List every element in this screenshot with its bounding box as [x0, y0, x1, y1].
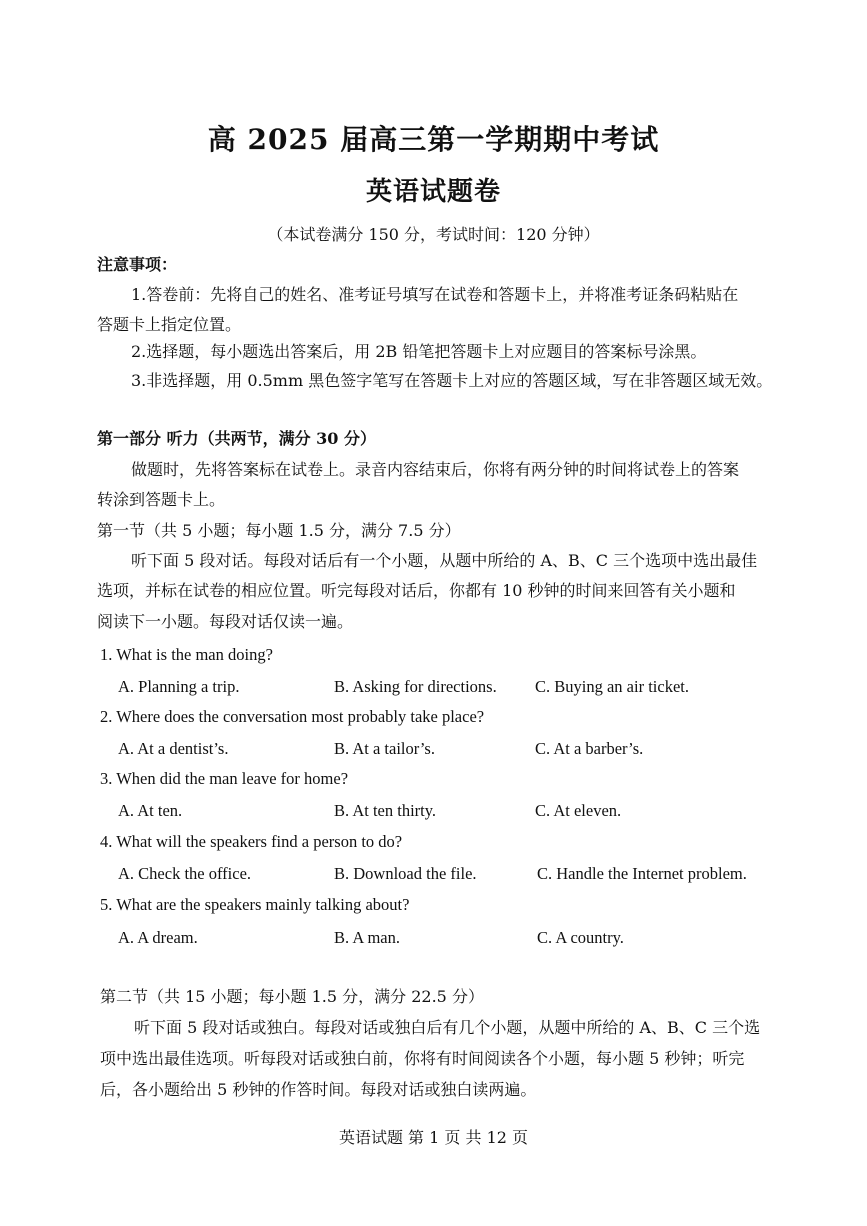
section1-intro-line-3: 阅读下一小题。每段对话仅读一遍。: [97, 612, 354, 631]
notice-item-2: 2.选择题，每小题选出答案后，用 2B 铅笔把答题卡上对应题目的答案标号涂黑。: [131, 342, 707, 361]
page-footer: 英语试题 第 1 页 共 12 页: [338, 1128, 529, 1147]
part1-intro-line-2: 转涂到答题卡上。: [97, 490, 226, 509]
question-5-option-b: B. A man.: [334, 928, 401, 947]
question-2-stem: 2. Where does the conversation most probably take place?: [100, 707, 485, 726]
question-2-option-c: C. At a barber’s.: [535, 739, 644, 758]
question-5-option-c: C. A country.: [537, 928, 624, 947]
question-5-option-a: A. A dream.: [118, 928, 198, 947]
exam-title: 高 2025 届高三第一学期期中考试: [207, 123, 660, 156]
question-2-option-b: B. At a tailor’s.: [334, 739, 435, 758]
notice-item-1-line-2: 答题卡上指定位置。: [97, 315, 242, 334]
question-5-stem: 5. What are the speakers mainly talking about?: [100, 895, 410, 914]
section2-intro-line-1: 听下面 5 段对话或独白。每段对话或独白后有几个小题，从题中所给的 A、B、C 三个选: [134, 1018, 761, 1037]
question-4-option-a: A. Check the office.: [118, 864, 252, 883]
section1-heading: 第一节（共 5 小题；每小题 1.5 分，满分 7.5 分）: [97, 521, 461, 540]
question-1-option-a: A. Planning a trip.: [118, 677, 240, 696]
question-3-stem: 3. When did the man leave for home?: [100, 769, 349, 788]
question-3-option-c: C. At eleven.: [535, 801, 622, 820]
question-3-option-a: A. At ten.: [118, 801, 183, 820]
question-3-option-b: B. At ten thirty.: [334, 801, 437, 820]
question-1-option-c: C. Buying an air ticket.: [535, 677, 689, 696]
notice-heading: 注意事项：: [97, 255, 178, 274]
section1-intro-line-2: 选项，并标在试卷的相应位置。听完每段对话后，你都有 10 秒钟的时间来回答有关小题和: [97, 581, 736, 600]
section2-intro-line-2: 项中选出最佳选项。听每段对话或独白前，你将有时间阅读各个小题，每小题 5 秒钟；听完: [100, 1049, 745, 1068]
exam-info: （本试卷满分 150 分，考试时间：120 分钟）: [267, 225, 600, 244]
question-1-option-b: B. Asking for directions.: [334, 677, 497, 696]
section2-intro-line-3: 后，各小题给出 5 秒钟的作答时间。每段对话或独白读两遍。: [100, 1080, 537, 1099]
section1-intro-line-1: 听下面 5 段对话。每段对话后有一个小题，从题中所给的 A、B、C 三个选项中选出最佳: [131, 551, 758, 570]
part1-intro-line-1: 做题时，先将答案标在试卷上。录音内容结束后，你将有两分钟的时间将试卷上的答案: [131, 460, 740, 479]
part1-heading: 第一部分 听力（共两节，满分 30 分）: [97, 429, 376, 448]
exam-subject-title: 英语试题卷: [365, 177, 501, 207]
question-4-option-b: B. Download the file.: [334, 864, 477, 883]
question-4-option-c: C. Handle the Internet problem.: [537, 864, 747, 883]
notice-item-1-line-1: 1.答卷前：先将自己的姓名、准考证号填写在试卷和答题卡上，并将准考证条码粘贴在: [131, 285, 739, 304]
section2-heading: 第二节（共 15 小题；每小题 1.5 分，满分 22.5 分）: [100, 987, 484, 1006]
question-4-stem: 4. What will the speakers find a person to do?: [100, 832, 403, 851]
question-1-stem: 1. What is the man doing?: [100, 645, 273, 664]
question-2-option-a: A. At a dentist’s.: [118, 739, 229, 758]
notice-item-3: 3.非选择题，用 0.5mm 黑色签字笔写在答题卡上对应的答题区域，写在非答题区域无效。: [131, 371, 773, 390]
